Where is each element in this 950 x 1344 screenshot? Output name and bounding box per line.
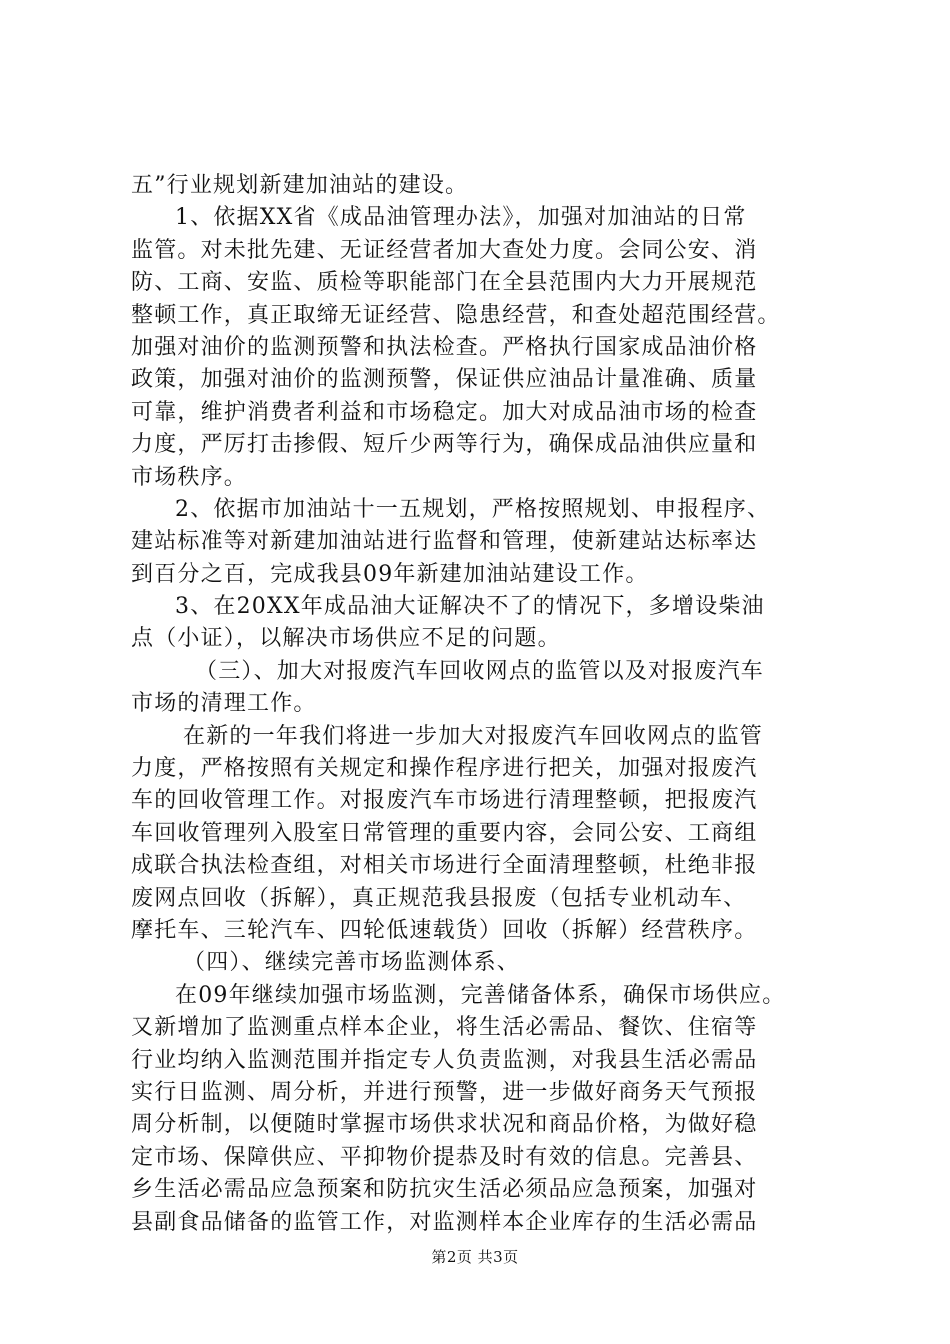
text-line: 防、工商、安监、质检等职能部门在全县范围内大力开展规范 — [131, 270, 758, 296]
text-line: 五”行业规划新建加油站的建设。 — [131, 173, 469, 198]
text-line: 行业均纳入监测范围并指定专人负责监测，对我县生活必需品 — [131, 1047, 758, 1073]
text-line: 监管。对未批先建、无证经营者加大查处力度。会同公安、消 — [131, 237, 758, 263]
text-line: 到百分之百，完成我县09年新建加油站建设工作。 — [131, 561, 649, 587]
text-line: 加强对油价的监测预警和执法检查。严格执行国家成品油价格 — [131, 334, 758, 360]
text-line: 政策，加强对油价的监测预警，保证供应油品计量准确、质量 — [131, 367, 758, 393]
text-line: 县副食品储备的监管工作，对监测样本企业库存的生活必需品 — [131, 1209, 758, 1235]
text-line: 在新的一年我们将进一步加大对报废汽车回收网点的监管 — [183, 723, 764, 749]
text-line: 可靠，维护消费者利益和市场稳定。加大对成品油市场的检查 — [131, 399, 758, 425]
text-line: 摩托车、三轮汽车、四轮低速载货）回收（拆解）经营秩序。 — [131, 917, 758, 943]
text-line: 市场的清理工作。 — [131, 691, 317, 717]
text-line: 力度，严厉打击掺假、短斤少两等行为，确保成品油供应量和 — [131, 432, 758, 458]
text-line: 车的回收管理工作。对报废汽车市场进行清理整顿，把报废汽 — [131, 788, 758, 814]
text-line: 3、在20XX年成品油大证解决不了的情况下，多增设柴油 — [175, 594, 765, 620]
text-line: 市场秩序。 — [131, 464, 248, 490]
text-line: 力度，严格按照有关规定和操作程序进行把关，加强对报废汽 — [131, 756, 758, 782]
text-line: 建站标准等对新建加油站进行监督和管理，使新建站达标率达 — [131, 529, 758, 555]
text-line: 废网点回收（拆解），真正规范我县报废（包括专业机动车、 — [131, 885, 747, 911]
text-line: 点（小证），以解决市场供应不足的问题。 — [131, 626, 561, 652]
text-line: 实行日监测、周分析，并进行预警，进一步做好商务天气预报 — [131, 1079, 758, 1105]
page-number-footer: 第2页 共3页 — [431, 1248, 519, 1266]
section-heading: （三）、加大对报废汽车回收网点的监管以及对报废汽车 — [195, 658, 765, 684]
text-line: 定市场、保障供应、平抑物价提恭及时有效的信息。完善县、 — [131, 1144, 758, 1170]
text-line: 在09年继续加强市场监测，完善储备体系，确保市场供应。 — [175, 982, 786, 1008]
text-line: 2、依据市加油站十一五规划，严格按照规划、申报程序、 — [175, 496, 771, 522]
text-line: 整顿工作，真正取缔无证经营、隐患经营，和查处超范围经营。 — [131, 302, 781, 328]
section-heading: （四）、继续完善市场监测体系、 — [183, 950, 521, 976]
text-line: 乡生活必需品应急预案和防抗灾生活必须品应急预案，加强对 — [131, 1177, 758, 1203]
text-line: 又新增加了监测重点样本企业，将生活必需品、餐饮、住宿等 — [131, 1015, 758, 1041]
document-body — [131, 170, 831, 1239]
text-line: 成联合执法检查组，对相关市场进行全面清理整顿，杜绝非报 — [131, 853, 758, 879]
text-line: 1、依据XX省《成品油管理办法》，加强对加油站的日常 — [175, 205, 747, 231]
text-line: 车回收管理列入股室日常管理的重要内容，会同公安、工商组 — [131, 820, 758, 846]
text-line: 周分析制，以便随时掌握市场供求状况和商品价格，为做好稳 — [131, 1112, 758, 1138]
